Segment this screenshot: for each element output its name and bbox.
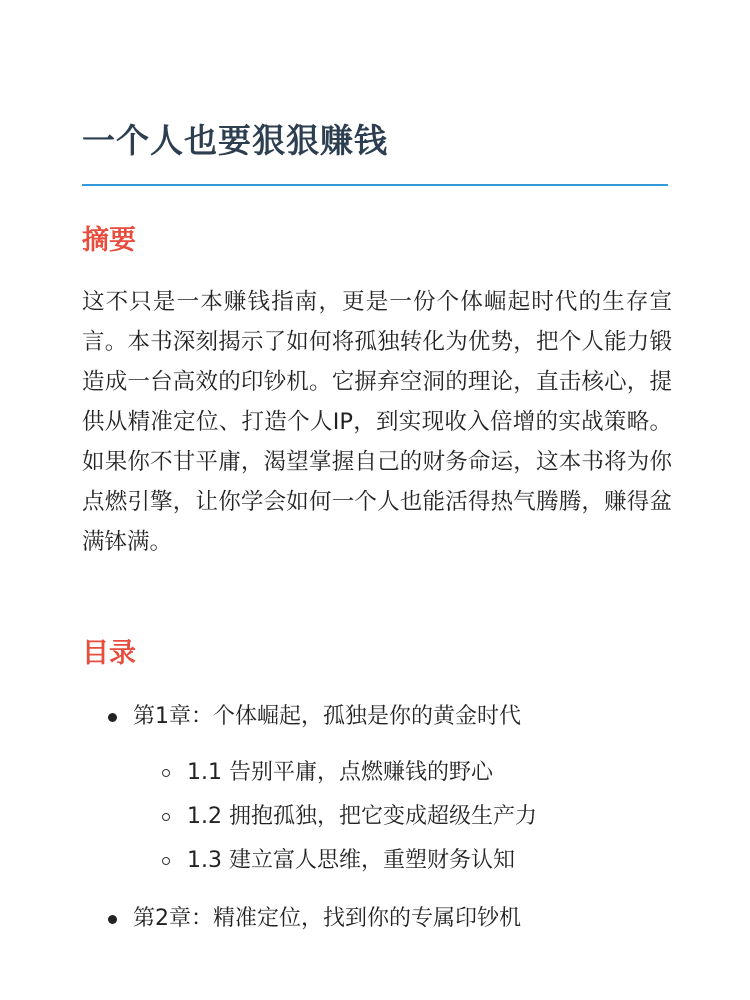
toc-chapter-1[interactable] xyxy=(108,700,521,734)
bullet-circle-icon xyxy=(162,769,170,777)
toc-section-1-3[interactable] xyxy=(162,844,515,878)
toc-heading: 目录 xyxy=(82,638,136,669)
toc-chapter-label: 第2章：精准定位，找到你的专属印钞机 xyxy=(133,906,521,931)
toc-chapter-label: 第1章：个体崛起，孤独是你的黄金时代 xyxy=(133,704,521,729)
summary-paragraph: 这不只是一本赚钱指南，更是一份个体崛起时代的生存宣言。本书深刻揭示了如何将孤独转化为优势，把个人能力锻造成一台高效的印钞机。它摒弃空洞的理论，直击核心，提供从精准定位、打造个人IP，到实现收入倍增的实战策略。如果你不甘平庸，渴望掌握自己的财务命运，这本书将为你点燃引擎，让你学会如何一个人也能活得热气腾腾，赚得盆满钵满。 xyxy=(82,289,672,555)
summary-heading: 摘要 xyxy=(82,225,136,256)
toc-section-1-2[interactable] xyxy=(162,800,537,834)
toc-section-label: 1.2 拥抱孤独，把它变成超级生产力 xyxy=(187,804,537,829)
bullet-disc-icon xyxy=(108,713,117,722)
bullet-circle-icon xyxy=(162,857,170,865)
bullet-circle-icon xyxy=(162,813,170,821)
bullet-disc-icon xyxy=(108,915,117,924)
table-of-contents xyxy=(82,0,682,1000)
toc-section-1-1[interactable] xyxy=(162,756,493,790)
document-title: 一个人也要狠狠赚钱 xyxy=(82,121,388,160)
toc-section-label: 1.3 建立富人思维，重塑财务认知 xyxy=(187,848,515,873)
toc-chapter-2[interactable] xyxy=(108,902,521,936)
toc-section-label: 1.1 告别平庸，点燃赚钱的野心 xyxy=(187,760,493,785)
